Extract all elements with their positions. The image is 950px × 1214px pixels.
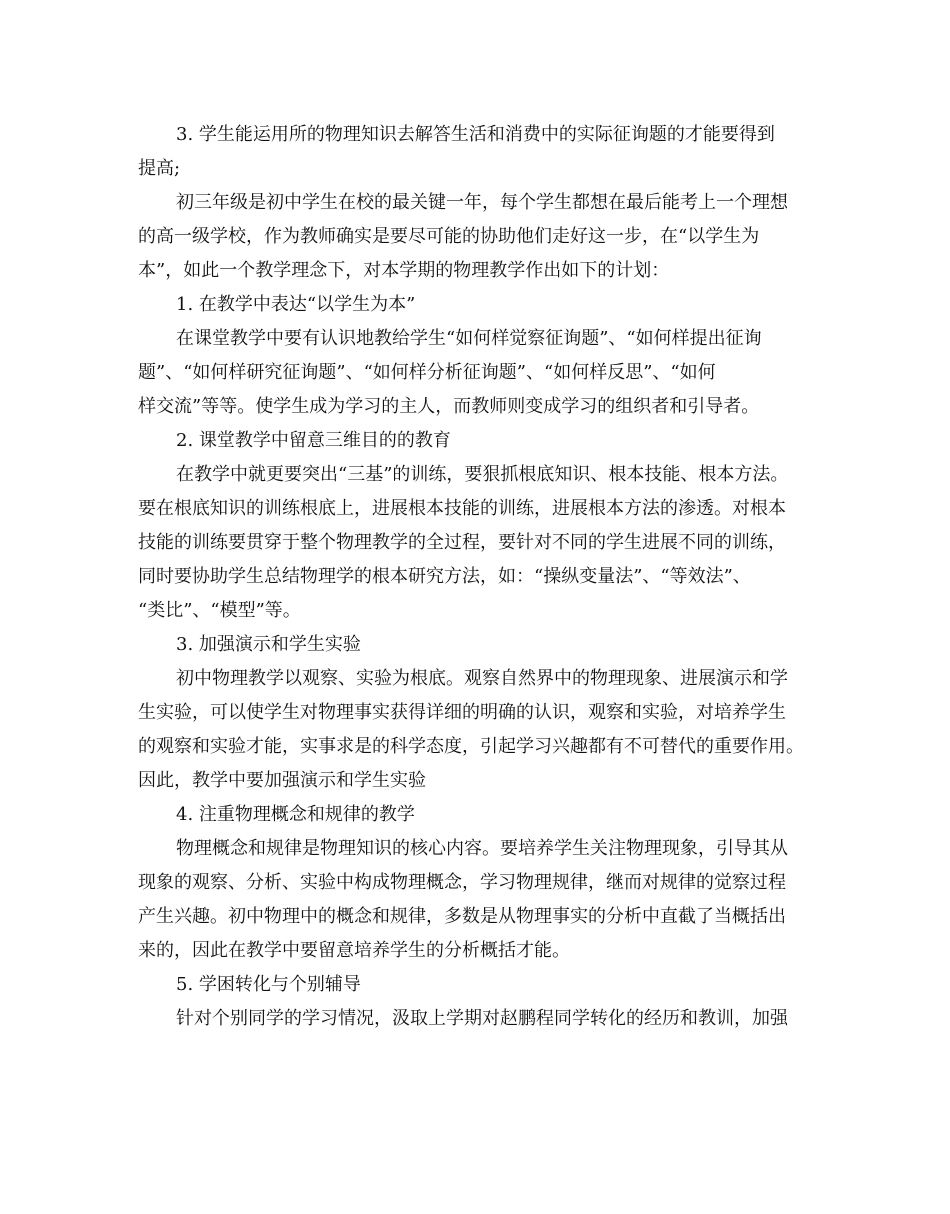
text-line: 本”，如此一个教学理念下，对本学期的物理教学作出如下的计划： [138,260,670,281]
text-line: 因此，教学中要加强演示和学生实验 [138,770,426,791]
text-line: 同时要协助学生总结物理学的根本研究方法，如：“操纵变量法”、“等效法”、 [138,566,751,587]
text-line: 3. 加强演示和学生实验 [176,634,361,655]
text-line: 初三年级是初中学生在校的最关键一年，每个学生都想在最后能考上一个理想 [176,192,788,213]
text-line: 1. 在教学中表达“以学生为本” [176,294,416,315]
text-line: 2. 课堂教学中留意三维目的的教育 [176,430,451,451]
text-line: 技能的训练要贯穿于整个物理教学的全过程，要针对不同的学生进展不同的训练， [138,532,786,553]
text-line: 的观察和实验才能，实事求是的科学态度，引起学习兴趣都有不可替代的重要作用。 [138,736,804,757]
text-line: 题”、“如何样研究征询题”、“如何样分析征询题”、“如何样反思”、“如何 [138,362,716,383]
text-line: 在教学中就更要突出“三基”的训练，要狠抓根底知识、根本技能、根本方法。 [176,464,789,485]
text-line: 物理概念和规律是物理知识的核心内容。要培养学生关注物理现象，引导其从 [176,838,788,859]
document-body [138,118,818,1036]
text-line: 3. 学生能运用所的物理知识去解答生活和消费中的实际征询题的才能要得到 [176,124,775,145]
text-line: 生实验，可以使学生对物理事实获得详细的明确的认识，观察和实验，对培养学生 [138,702,786,723]
text-line: 初中物理教学以观察、实验为根底。观察自然界中的物理现象、进展演示和学 [176,668,788,689]
text-line: 在课堂教学中要有认识地教给学生“如何样觉察征询题”、“如何样提出征询 [176,328,762,349]
text-line: 针对个别同学的学习情况，汲取上学期对赵鹏程同学转化的经历和教训，加强 [176,1008,788,1029]
text-line: 4. 注重物理概念和规律的教学 [176,804,415,825]
text-line: “类比”、“模型”等。 [138,600,301,621]
text-line: 产生兴趣。初中物理中的概念和规律，多数是从物理事实的分析中直截了当概括出 [138,906,786,927]
text-line: 提高; [138,158,181,179]
text-line: 样交流”等等。使学生成为学习的主人，而教师则变成学习的组织者和引导者。 [138,396,760,417]
text-line: 5. 学困转化与个别辅导 [176,974,361,995]
text-line: 的高一级学校，作为教师确实是要尽可能的协助他们走好这一步，在“以学生为 [138,226,760,247]
text-line: 现象的观察、分析、实验中构成物理概念，学习物理规律，继而对规律的觉察过程 [138,872,786,893]
text-line: 要在根底知识的训练根底上，进展根本技能的训练，进展根本方法的渗透。对根本 [138,498,786,519]
text-line: 来的，因此在教学中要留意培养学生的分析概括才能。 [138,940,570,961]
